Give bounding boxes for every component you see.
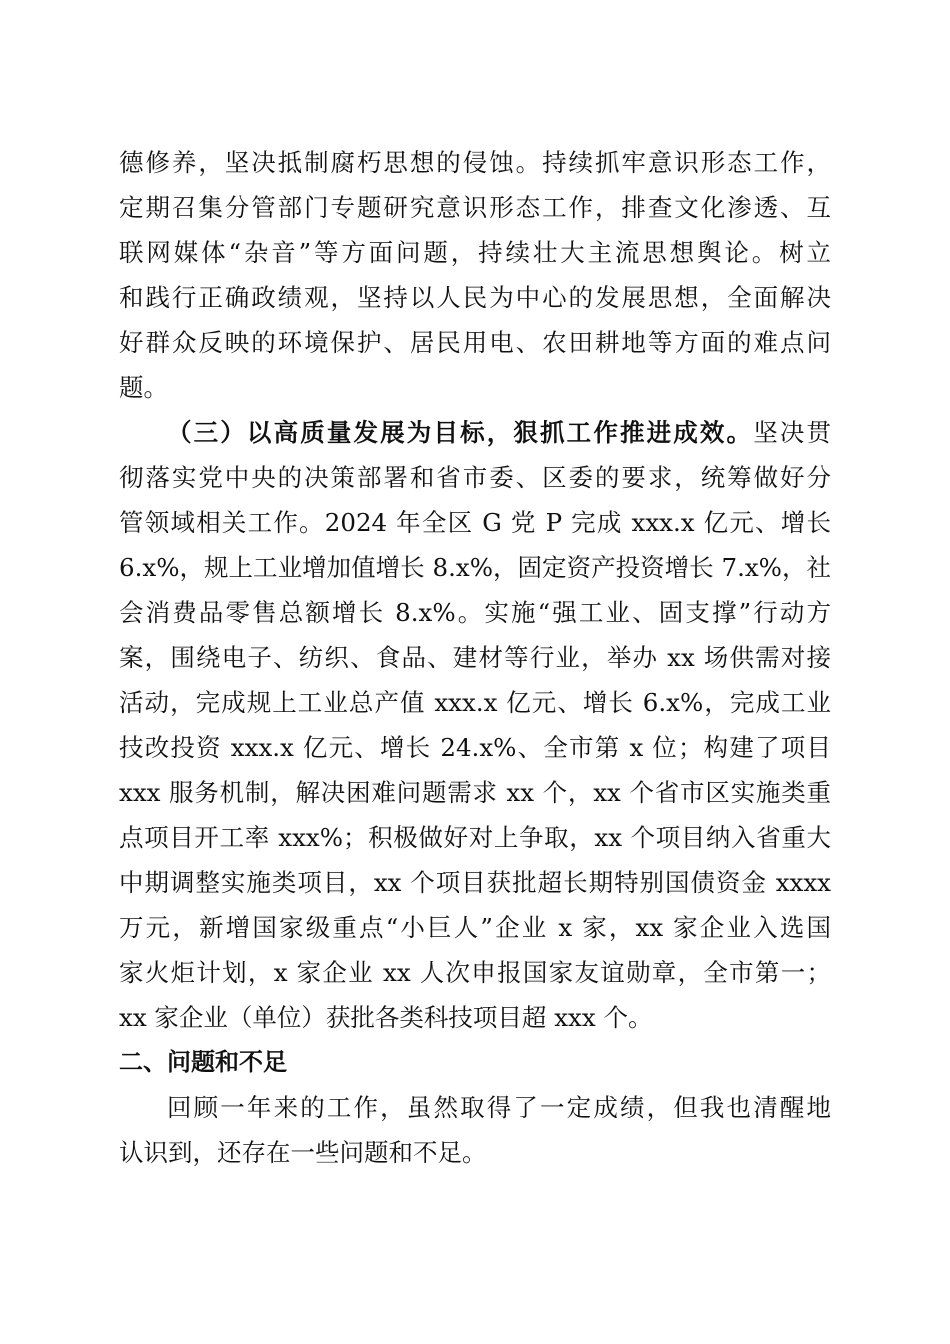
text-line: 会消费品零售总额增长 8.x%。实施“强工业、固支撑”行动方 <box>119 598 831 627</box>
text-line: 活动，完成规上工业总产值 xxx.x 亿元、增长 6.x%，完成工业 <box>119 688 831 717</box>
section-heading: 二、问题和不足 <box>119 1048 287 1076</box>
text-line: 万元，新增国家级重点“小巨人”企业 x 家，xx 家企业入选国 <box>119 913 831 942</box>
text-line: 点项目开工率 xxx%；积极做好对上争取，xx 个项目纳入省重大 <box>119 823 831 852</box>
text-line <box>119 410 831 455</box>
text-line: 德修养，坚决抵制腐朽思想的侵蚀。持续抓牢意识形态工作， <box>119 148 831 177</box>
text-line: xxx 服务机制，解决困难问题需求 xx 个，xx 个省市区实施类重 <box>119 778 831 807</box>
text-line: 定期召集分管部门专题研究意识形态工作，排查文化渗透、互 <box>119 193 831 222</box>
document-body <box>119 140 831 1175</box>
text-line: 管领域相关工作。2024 年全区 G 党 P 完成 xxx.x 亿元、增长 <box>119 508 831 537</box>
text-line: 联网媒体“杂音”等方面问题，持续壮大主流思想舆论。树立 <box>119 238 831 267</box>
text-line: 家火炬计划，x 家企业 xx 人次申报国家友谊勋章，全市第一； <box>119 958 831 987</box>
text-line: 案，围绕电子、纺织、食品、建材等行业，举办 xx 场供需对接 <box>119 643 831 672</box>
text-line: 回顾一年来的工作，虽然取得了一定成绩，但我也清醒地 <box>167 1093 831 1122</box>
paragraph-high-quality-development <box>119 410 831 1040</box>
text-line: 中期调整实施类项目，xx 个项目获批超长期特别国债资金 xxxx <box>119 868 831 897</box>
text-line: 和践行正确政绩观，坚持以人民为中心的发展思想，全面解决 <box>119 283 831 312</box>
paragraph-ideology <box>119 140 831 410</box>
text-line: 认识到，还存在一些问题和不足。 <box>119 1138 487 1167</box>
text-line: 6.x%，规上工业增加值增长 8.x%，固定资产投资增长 7.x%，社 <box>119 553 831 582</box>
text-line: xx 家企业（单位）获批各类科技项目超 xxx 个。 <box>119 1003 653 1032</box>
paragraph-review <box>119 1085 831 1175</box>
text-line: 题。 <box>119 373 168 402</box>
subsection-heading: （三）以高质量发展为目标，狠抓工作推进成效。 <box>167 418 754 447</box>
text-line: 彻落实党中央的决策部署和省市委、区委的要求，统筹做好分 <box>119 463 831 492</box>
text-line: 技改投资 xxx.x 亿元、增长 24.x%、全市第 x 位；构建了项目 <box>119 733 831 762</box>
text-fragment: 坚决贯 <box>753 418 832 447</box>
text-line: 好群众反映的环境保护、居民用电、农田耕地等方面的难点问 <box>119 328 831 357</box>
